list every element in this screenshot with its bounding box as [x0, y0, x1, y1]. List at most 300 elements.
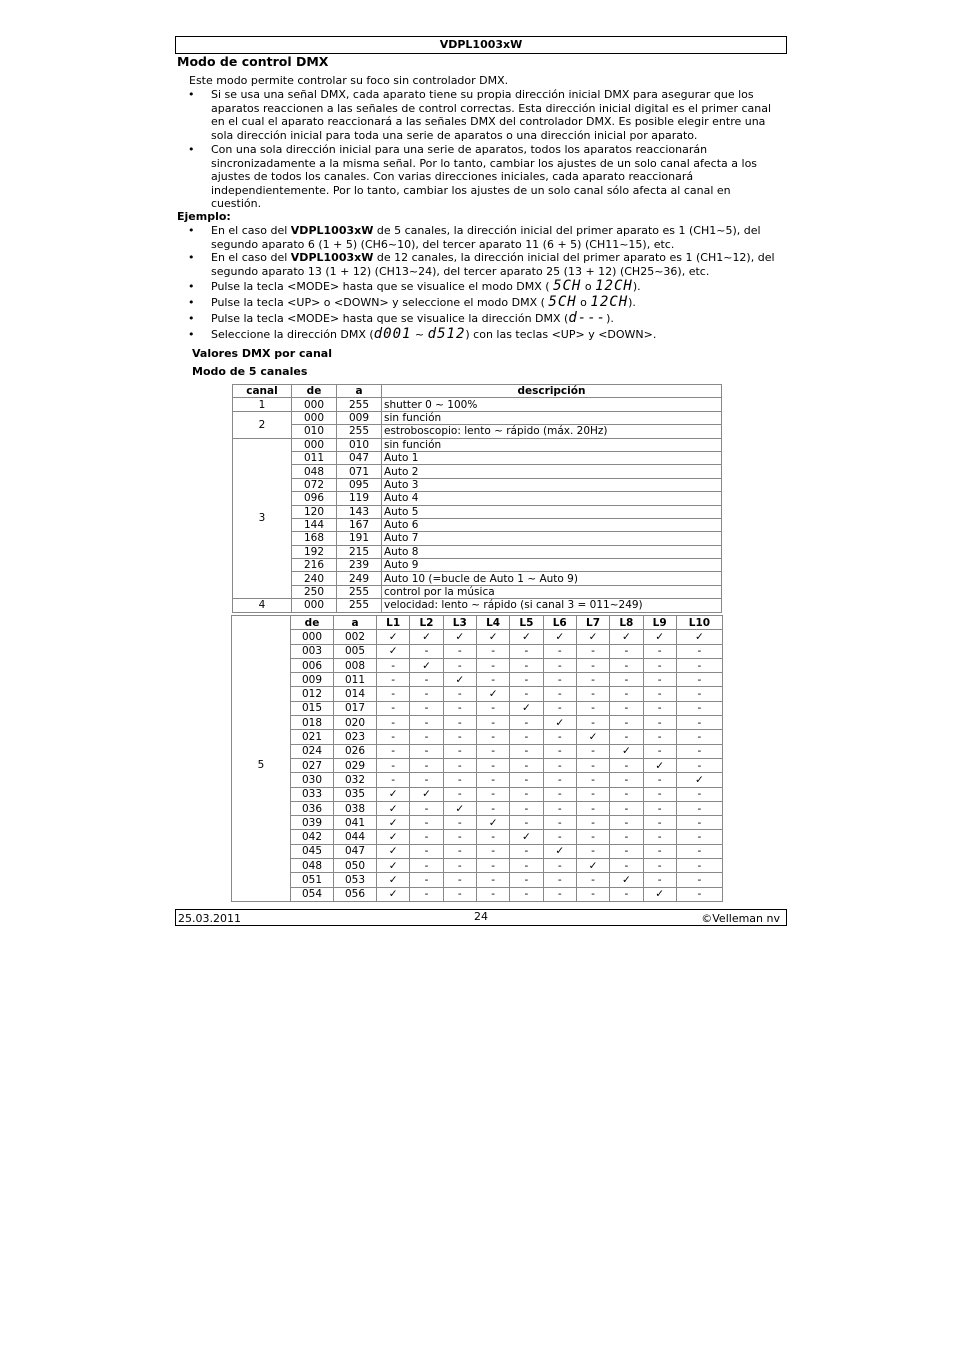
from-cell: 033: [291, 787, 334, 801]
from-cell: 048: [291, 859, 334, 873]
dash-mark: -: [543, 773, 576, 787]
to-cell: 017: [334, 701, 377, 715]
to-cell: 119: [337, 492, 382, 505]
dash-mark: -: [410, 830, 443, 844]
from-cell: 054: [291, 887, 334, 901]
dash-mark: -: [410, 773, 443, 787]
page-footer: [175, 909, 787, 926]
dash-mark: -: [576, 673, 609, 687]
dash-mark: -: [643, 644, 676, 658]
table-row: [232, 758, 723, 772]
dash-mark: -: [476, 787, 509, 801]
dash-mark: -: [610, 687, 643, 701]
col-header: descripción: [382, 385, 722, 398]
dash-mark: -: [377, 716, 410, 730]
to-cell: 071: [337, 465, 382, 478]
check-mark: ✓: [643, 630, 676, 644]
channel-cell: 5: [232, 630, 291, 902]
dash-mark: -: [410, 859, 443, 873]
check-mark: ✓: [377, 644, 410, 658]
dash-mark: -: [576, 716, 609, 730]
dash-mark: -: [543, 673, 576, 687]
section-title: Modo de control DMX: [177, 54, 329, 69]
check-mark: ✓: [377, 830, 410, 844]
bullet-dot: •: [188, 251, 195, 264]
dash-mark: -: [543, 644, 576, 658]
description-cell: Auto 7: [382, 532, 722, 545]
dash-mark: -: [576, 873, 609, 887]
to-cell: 032: [334, 773, 377, 787]
to-cell: 047: [334, 844, 377, 858]
check-mark: ✓: [610, 744, 643, 758]
dash-mark: -: [377, 687, 410, 701]
to-cell: 014: [334, 687, 377, 701]
dash-mark: -: [643, 859, 676, 873]
check-mark: ✓: [377, 801, 410, 815]
table-row: [233, 572, 722, 585]
from-cell: 027: [291, 758, 334, 772]
example-2: En el caso del VDPL1003xW de 12 canales, la dirección inicial del primer aparato es 1 (CH1~12), del segundo aparato 13 (1 + 12) (CH13~24), del tercer aparato 25 (13 + 12) (CH25~36), etc.: [211, 251, 775, 278]
from-cell: 000: [292, 398, 337, 411]
check-mark: ✓: [610, 873, 643, 887]
check-mark: ✓: [443, 673, 476, 687]
dash-mark: -: [576, 658, 609, 672]
table-row: [232, 816, 723, 830]
footer-company: ©Velleman nv: [701, 912, 780, 925]
dash-mark: -: [410, 730, 443, 744]
bullet-dot: •: [188, 312, 195, 325]
display-d: d---: [568, 310, 607, 326]
to-cell: 167: [337, 518, 382, 531]
from-cell: 250: [292, 585, 337, 598]
dash-mark: -: [643, 673, 676, 687]
display-d001: d001: [373, 326, 412, 342]
description-cell: shutter 0 ~ 100%: [382, 398, 722, 411]
to-cell: 255: [337, 599, 382, 612]
dash-mark: -: [643, 801, 676, 815]
dash-mark: -: [643, 873, 676, 887]
from-cell: 006: [291, 658, 334, 672]
table-row: [233, 425, 722, 438]
dash-mark: -: [643, 830, 676, 844]
dash-mark: -: [476, 887, 509, 901]
dash-mark: -: [510, 658, 543, 672]
table-row: [233, 451, 722, 464]
dash-mark: -: [410, 744, 443, 758]
dash-mark: -: [643, 816, 676, 830]
dash-mark: -: [510, 801, 543, 815]
channel-table: [232, 384, 722, 613]
table-row: [232, 716, 723, 730]
from-cell: 024: [291, 744, 334, 758]
from-cell: 000: [292, 438, 337, 451]
dash-mark: -: [676, 701, 722, 715]
dash-mark: -: [610, 887, 643, 901]
from-cell: 096: [292, 492, 337, 505]
dash-mark: -: [443, 816, 476, 830]
from-cell: 192: [292, 545, 337, 558]
from-cell: 039: [291, 816, 334, 830]
col-header: L2: [410, 616, 443, 630]
dash-mark: -: [643, 701, 676, 715]
dash-mark: -: [410, 701, 443, 715]
table-row: [233, 492, 722, 505]
to-cell: 044: [334, 830, 377, 844]
table-row: [233, 518, 722, 531]
dash-mark: -: [576, 830, 609, 844]
display-d512: d512: [427, 326, 466, 342]
from-cell: 072: [292, 478, 337, 491]
dash-mark: -: [377, 730, 410, 744]
dash-mark: -: [377, 773, 410, 787]
table-row: [232, 744, 723, 758]
dash-mark: -: [543, 887, 576, 901]
dash-mark: -: [410, 887, 443, 901]
to-cell: 029: [334, 758, 377, 772]
dash-mark: -: [610, 658, 643, 672]
dash-mark: -: [476, 873, 509, 887]
dash-mark: -: [476, 758, 509, 772]
to-cell: 002: [334, 630, 377, 644]
dash-mark: -: [476, 644, 509, 658]
to-cell: 010: [337, 438, 382, 451]
col-header: L9: [643, 616, 676, 630]
from-cell: 003: [291, 644, 334, 658]
from-cell: 021: [291, 730, 334, 744]
bullet-dot: •: [188, 143, 195, 156]
dash-mark: -: [676, 716, 722, 730]
dash-mark: -: [610, 701, 643, 715]
col-header: de: [291, 616, 334, 630]
check-mark: ✓: [610, 630, 643, 644]
description-cell: velocidad: lento ~ rápido (si canal 3 = 011~249): [382, 599, 722, 612]
dash-mark: -: [510, 844, 543, 858]
from-cell: 000: [292, 599, 337, 612]
table-row: [233, 478, 722, 491]
bullet-dot: •: [188, 224, 195, 237]
display-5ch: 5CH: [548, 294, 577, 310]
dash-mark: -: [576, 787, 609, 801]
step-4: Seleccione la dirección DMX (d001 ~ d512) con las teclas <UP> y <DOWN>.: [211, 326, 657, 342]
from-cell: 011: [292, 451, 337, 464]
dash-mark: -: [510, 773, 543, 787]
check-mark: ✓: [443, 801, 476, 815]
dash-mark: -: [576, 701, 609, 715]
dash-mark: -: [443, 787, 476, 801]
dash-mark: -: [443, 887, 476, 901]
dash-mark: -: [443, 859, 476, 873]
col-header: L7: [576, 616, 609, 630]
dash-mark: -: [443, 830, 476, 844]
from-cell: 009: [291, 673, 334, 687]
to-cell: 239: [337, 559, 382, 572]
dash-mark: -: [410, 873, 443, 887]
table-row: [232, 687, 723, 701]
dash-mark: -: [410, 716, 443, 730]
description-cell: Auto 1: [382, 451, 722, 464]
dash-mark: -: [443, 744, 476, 758]
from-cell: 045: [291, 844, 334, 858]
dash-mark: -: [443, 687, 476, 701]
dash-mark: -: [476, 716, 509, 730]
dash-mark: -: [476, 801, 509, 815]
dash-mark: -: [410, 844, 443, 858]
to-cell: 095: [337, 478, 382, 491]
dash-mark: -: [443, 701, 476, 715]
dash-mark: -: [476, 830, 509, 844]
to-cell: 038: [334, 801, 377, 815]
dash-mark: -: [610, 730, 643, 744]
dash-mark: -: [610, 801, 643, 815]
description-cell: Auto 2: [382, 465, 722, 478]
dash-mark: -: [510, 730, 543, 744]
display-5ch: 5CH: [553, 278, 582, 294]
dash-mark: -: [476, 844, 509, 858]
dash-mark: -: [576, 887, 609, 901]
dash-mark: -: [510, 787, 543, 801]
values-title: Valores DMX por canal: [192, 347, 332, 360]
dash-mark: -: [643, 658, 676, 672]
dash-mark: -: [643, 844, 676, 858]
lamp-table: [231, 615, 723, 902]
dash-mark: -: [476, 730, 509, 744]
table-row: [232, 644, 723, 658]
dash-mark: -: [476, 773, 509, 787]
dash-mark: -: [676, 859, 722, 873]
check-mark: ✓: [543, 716, 576, 730]
dash-mark: -: [543, 758, 576, 772]
check-mark: ✓: [510, 830, 543, 844]
from-cell: 000: [291, 630, 334, 644]
bullet-dot: •: [188, 88, 195, 101]
table-row: [233, 545, 722, 558]
dash-mark: -: [676, 787, 722, 801]
from-cell: 168: [292, 532, 337, 545]
dash-mark: -: [576, 744, 609, 758]
to-cell: 143: [337, 505, 382, 518]
dash-mark: -: [676, 658, 722, 672]
table-row: [232, 730, 723, 744]
table-row: [233, 398, 722, 411]
check-mark: ✓: [576, 859, 609, 873]
description-cell: control por la música: [382, 585, 722, 598]
dash-mark: -: [643, 687, 676, 701]
dash-mark: -: [443, 844, 476, 858]
check-mark: ✓: [377, 887, 410, 901]
dash-mark: -: [643, 744, 676, 758]
example-1: En el caso del VDPL1003xW de 5 canales, la dirección inicial del primer aparato es 1 (CH1~5), del segundo aparato 6 (1 + 5) (CH6~10), del tercer aparato 11 (6 + 5) (CH11~15), etc.: [211, 224, 761, 251]
description-cell: Auto 4: [382, 492, 722, 505]
dash-mark: -: [543, 816, 576, 830]
dash-mark: -: [443, 773, 476, 787]
col-header: L1: [377, 616, 410, 630]
check-mark: ✓: [377, 630, 410, 644]
table-row: [233, 532, 722, 545]
check-mark: ✓: [543, 844, 576, 858]
col-header: canal: [233, 385, 292, 398]
dash-mark: -: [377, 744, 410, 758]
from-cell: 216: [292, 559, 337, 572]
check-mark: ✓: [476, 630, 509, 644]
dash-mark: -: [543, 873, 576, 887]
dash-mark: -: [610, 773, 643, 787]
description-cell: estroboscopio: lento ~ rápido (máx. 20Hz): [382, 425, 722, 438]
display-12ch: 12CH: [590, 294, 629, 310]
channel-cell: 2: [233, 411, 292, 438]
dash-mark: -: [410, 644, 443, 658]
table-row: [233, 599, 722, 612]
table-row: [232, 673, 723, 687]
dash-mark: -: [410, 801, 443, 815]
dash-mark: -: [643, 730, 676, 744]
table-row: [232, 787, 723, 801]
description-cell: Auto 6: [382, 518, 722, 531]
dash-mark: -: [676, 644, 722, 658]
footer-page: 24: [474, 910, 488, 923]
display-12ch: 12CH: [595, 278, 633, 294]
dash-mark: -: [543, 801, 576, 815]
to-cell: 053: [334, 873, 377, 887]
table-row: [232, 658, 723, 672]
to-cell: 056: [334, 887, 377, 901]
dash-mark: -: [510, 687, 543, 701]
check-mark: ✓: [377, 859, 410, 873]
check-mark: ✓: [443, 630, 476, 644]
col-header: L8: [610, 616, 643, 630]
bullet-dot: •: [188, 328, 195, 341]
step-1: Pulse la tecla <MODE> hasta que se visualice el modo DMX ( 5CH o 12CH).: [211, 278, 641, 294]
channel-header-blank: [232, 616, 291, 630]
check-mark: ✓: [410, 787, 443, 801]
page-header: VDPL1003xW: [175, 36, 787, 54]
dash-mark: -: [510, 644, 543, 658]
from-cell: 240: [292, 572, 337, 585]
dash-mark: -: [543, 859, 576, 873]
dash-mark: -: [377, 673, 410, 687]
table-row: [232, 859, 723, 873]
check-mark: ✓: [377, 844, 410, 858]
from-cell: 042: [291, 830, 334, 844]
from-cell: 000: [292, 411, 337, 424]
dash-mark: -: [410, 673, 443, 687]
dash-mark: -: [476, 859, 509, 873]
table-row: [232, 630, 723, 644]
dash-mark: -: [543, 701, 576, 715]
from-cell: 144: [292, 518, 337, 531]
dash-mark: -: [676, 758, 722, 772]
col-header: L10: [676, 616, 722, 630]
description-cell: Auto 9: [382, 559, 722, 572]
table-row: [233, 585, 722, 598]
dash-mark: -: [610, 716, 643, 730]
table-row: [233, 465, 722, 478]
dash-mark: -: [576, 816, 609, 830]
dash-mark: -: [510, 758, 543, 772]
bullet-dot: •: [188, 280, 195, 293]
dash-mark: -: [377, 758, 410, 772]
dash-mark: -: [510, 673, 543, 687]
to-cell: 020: [334, 716, 377, 730]
table-row: [233, 438, 722, 451]
bullet-text: Si se usa una señal DMX, cada aparato tiene su propia dirección inicial DMX para asegurar que los aparatos reaccionen a las señales de control correctas. Esta dirección inicial digital es el primer canal en el cual el aparato reaccionará a las señales DMX del controlador DMX. Es posible elegir entre una sola dirección inicial para toda una serie de aparatos o una dirección inicial por aparato.: [211, 88, 772, 142]
description-cell: Auto 10 (=bucle de Auto 1 ~ Auto 9): [382, 572, 722, 585]
dash-mark: -: [610, 644, 643, 658]
dash-mark: -: [676, 801, 722, 815]
dash-mark: -: [377, 701, 410, 715]
dash-mark: -: [443, 873, 476, 887]
dash-mark: -: [643, 716, 676, 730]
to-cell: 249: [337, 572, 382, 585]
dash-mark: -: [543, 730, 576, 744]
dash-mark: -: [476, 673, 509, 687]
dash-mark: -: [510, 887, 543, 901]
dash-mark: -: [676, 730, 722, 744]
from-cell: 051: [291, 873, 334, 887]
table-row: [232, 801, 723, 815]
check-mark: ✓: [377, 787, 410, 801]
dash-mark: -: [410, 816, 443, 830]
col-header: L3: [443, 616, 476, 630]
dash-mark: -: [543, 830, 576, 844]
dash-mark: -: [576, 687, 609, 701]
dash-mark: -: [377, 658, 410, 672]
to-cell: 191: [337, 532, 382, 545]
dash-mark: -: [610, 859, 643, 873]
dash-mark: -: [476, 744, 509, 758]
check-mark: ✓: [543, 630, 576, 644]
check-mark: ✓: [377, 816, 410, 830]
channel-cell: 4: [233, 599, 292, 612]
dash-mark: -: [643, 773, 676, 787]
table-row: [232, 844, 723, 858]
to-cell: 011: [334, 673, 377, 687]
description-cell: Auto 3: [382, 478, 722, 491]
from-cell: 018: [291, 716, 334, 730]
dash-mark: -: [576, 758, 609, 772]
from-cell: 030: [291, 773, 334, 787]
dash-mark: -: [443, 716, 476, 730]
table-row: [233, 505, 722, 518]
dash-mark: -: [543, 658, 576, 672]
check-mark: ✓: [676, 773, 722, 787]
table-row: [232, 773, 723, 787]
dash-mark: -: [443, 658, 476, 672]
dash-mark: -: [610, 673, 643, 687]
to-cell: 255: [337, 585, 382, 598]
dash-mark: -: [543, 744, 576, 758]
dash-mark: -: [576, 844, 609, 858]
to-cell: 255: [337, 425, 382, 438]
dash-mark: -: [676, 816, 722, 830]
col-header: de: [292, 385, 337, 398]
dash-mark: -: [676, 744, 722, 758]
from-cell: 120: [292, 505, 337, 518]
dash-mark: -: [510, 716, 543, 730]
to-cell: 050: [334, 859, 377, 873]
dash-mark: -: [610, 830, 643, 844]
dash-mark: -: [410, 758, 443, 772]
table-row: [233, 411, 722, 424]
to-cell: 035: [334, 787, 377, 801]
check-mark: ✓: [643, 758, 676, 772]
table-row: [232, 873, 723, 887]
dash-mark: -: [443, 758, 476, 772]
dash-mark: -: [576, 644, 609, 658]
dash-mark: -: [610, 758, 643, 772]
from-cell: 048: [292, 465, 337, 478]
from-cell: 036: [291, 801, 334, 815]
footer-date: 25.03.2011: [178, 912, 241, 925]
